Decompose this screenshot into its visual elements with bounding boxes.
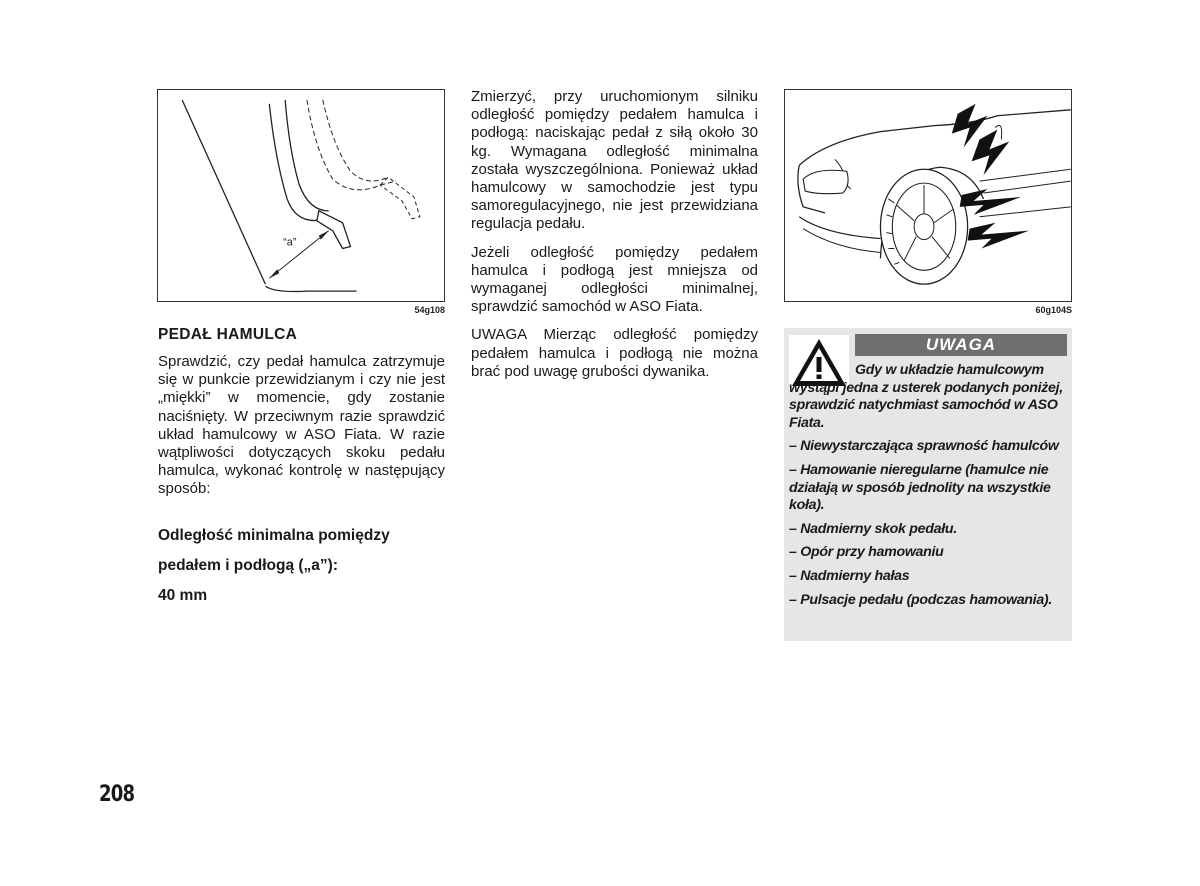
left-paragraph: Sprawdzić, czy pedał hamulca zatrzymuje się w punkcie przewidzianym i czy nie jest „miękki” w momencie, gdy zostanie naciśnięty. W przeciwnym razie sprawdzić układ hamulcowy w ASO Fiata. W razie wątpliwości dotyczących skoku pedału hamulca, wykonać kontrolę w następujący sposób: bbox=[158, 353, 445, 498]
warning-text bbox=[789, 362, 1068, 615]
section-heading: PEDAŁ HAMULCA bbox=[158, 326, 298, 343]
warning-item: – Nadmierny skok pedału. bbox=[789, 520, 957, 537]
car-wheel-illustration bbox=[785, 90, 1071, 301]
label-a: “a” bbox=[283, 236, 297, 249]
warning-item: – Pulsacje pedału (podczas hamowania). bbox=[789, 591, 1052, 608]
spec-line-1: Odległość minimalna pomiędzy bbox=[158, 526, 390, 544]
left-column bbox=[158, 326, 445, 616]
spec-value: 40 mm bbox=[158, 586, 208, 604]
warning-item: – Hamowanie nieregularne (hamulce nie działają w sposób jednolity na wszystkie koła). bbox=[789, 461, 1051, 514]
warning-item: – Niewystarczająca sprawność hamulców bbox=[789, 438, 1059, 455]
warning-title: UWAGA bbox=[855, 334, 1067, 356]
middle-paragraph-3: UWAGA Mierząc odległość pomiędzy pedałem hamulca i podłogą nie można brać pod uwagę grubości dywanika. bbox=[471, 326, 758, 380]
figure-code-left: 54g108 bbox=[414, 305, 445, 315]
middle-paragraph-1: Zmierzyć, przy uruchomionym silniku odległość pomiędzy pedałem hamulca i podłogą: naciskając pedał z siłą około 30 kg. Wymagana odległość minimalna została wyszczególniona. Ponieważ układ hamulcowy w samochodzie jest typu samoregulacyjnego, nie jest przewidziana regulacja pedału. bbox=[471, 88, 758, 233]
warning-item: – Nadmierny hałas bbox=[789, 567, 910, 584]
figure-code-right: 60g104S bbox=[1035, 305, 1072, 315]
warning-lead: Gdy w układzie hamulcowym wystąpi jedna z usterek podanych poniżej, sprawdzić natychmiast samochód w ASO Fiata. bbox=[789, 362, 1063, 431]
middle-column bbox=[471, 88, 758, 391]
pedal-diagram-illustration bbox=[158, 90, 444, 301]
middle-paragraph-2: Jeżeli odległość pomiędzy pedałem hamulca i podłogą jest mniejsza od wymaganej odległości minimalnej, sprawdzić samochód w ASO Fiata. bbox=[471, 243, 758, 316]
spec-line-2: pedałem i podłogą („a”): bbox=[158, 556, 338, 574]
car-wheel-figure bbox=[784, 89, 1072, 302]
warning-box bbox=[784, 328, 1072, 641]
warning-item: – Opór przy hamowaniu bbox=[789, 544, 944, 561]
pedal-diagram-figure bbox=[157, 89, 445, 302]
page-number: 208 bbox=[99, 782, 135, 807]
